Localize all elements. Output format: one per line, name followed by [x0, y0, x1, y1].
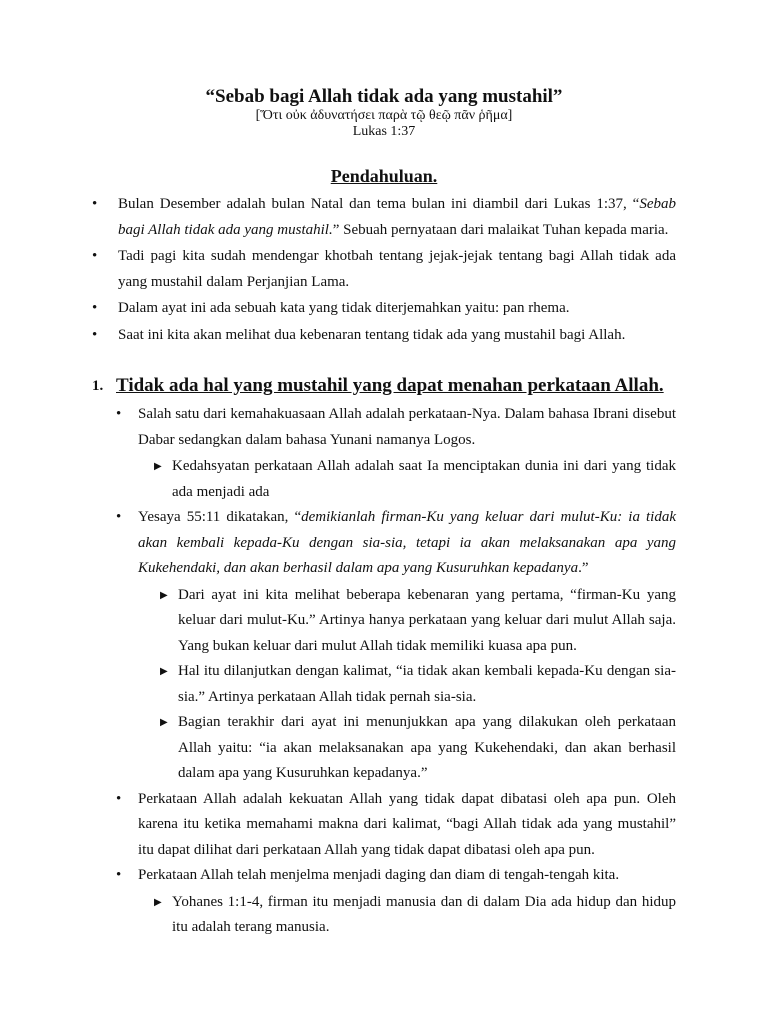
intro-item-2: • Tadi pagi kita sudah mendengar khotbah tentang jejak-jejak tentang bagi Allah tidak ada yang mustahil dalam Perjanjian Lama.: [92, 244, 676, 295]
intro-heading: Pendahuluan.: [330, 166, 438, 186]
section-1-item-2-sublist: [156, 583, 676, 787]
intro-item-1-pre: Bulan Desember adalah bulan Natal dan tema bulan ini diambil dari Lukas 1:37, “: [118, 196, 640, 212]
section-1-item-2-sub-3: ▶ Bagian terakhir dari ayat ini menunjukkan apa yang dilakukan oleh perkataan Allah yaitu: “ia akan melaksanakan apa yang Kukehendaki, dan akan berhasil dalam apa yang Kusuruhkan kepadanya.”: [156, 710, 676, 787]
section-1-item-1-sub-1: ▶ Kedahsyatan perkataan Allah adalah saat Ia menciptakan dunia ini dari yang tidak ada menjadi ada: [150, 454, 676, 505]
section-1-item-2-pre: Yesaya 55:11 dikatakan, “: [138, 509, 302, 525]
intro-item-3: • Dalam ayat ini ada sebuah kata yang tidak diterjemahkan yaitu: pan rhema.: [92, 296, 676, 322]
greek-text: [Ὅτι οὐκ ἀδυνατήσει παρὰ τῷ θεῷ πᾶν ῥῆμα]: [255, 108, 513, 123]
section-1-item-2-sub-1: ▶ Dari ayat ini kita melihat beberapa kebenaran yang pertama, “firman-Ku yang keluar dari mulut-Ku.” Artinya hanya perkataan yang keluar dari mulut Allah saja. Yang bukan keluar dari mulut Allah tidak memiliki kuasa apa pun.: [156, 583, 676, 660]
section-1-item-4-text: Perkataan Allah telah menjelma menjadi daging dan diam di tengah-tengah kita.: [138, 867, 620, 883]
section-1-title: Tidak ada hal yang mustahil yang dapat menahan perkataan Allah.: [116, 375, 664, 396]
section-1-item-4: [116, 863, 676, 941]
section-1-item-2-post: .”: [578, 560, 589, 576]
section-1-item-2-quote: demikianlah firman-Ku yang keluar dari mulut-Ku: ia tidak akan kembali kepada-Ku dengan sia-sia, tetapi ia akan melaksanakan apa yang Kukehendaki, dan akan berhasil dalam apa yang Kusuruhkan kepadanya: [138, 509, 676, 576]
section-1-heading: [92, 372, 676, 400]
intro-item-1-quote: Sebab bagi Allah tidak ada yang mustahil.: [118, 196, 676, 238]
section-1-item-1-sublist: [150, 454, 676, 505]
intro-list: [92, 192, 676, 348]
intro-item-4: • Saat ini kita akan melihat dua kebenaran tentang tidak ada yang mustahil bagi Allah.: [92, 323, 676, 349]
section-1-item-2: [116, 505, 676, 787]
intro-item-1-post: ” Sebuah pernyataan dari malaikat Tuhan kepada maria.: [332, 221, 669, 238]
intro-item-1: [92, 192, 676, 243]
section-1-list: [116, 402, 676, 941]
section-1-item-2-sub-2: ▶ Hal itu dilanjutkan dengan kalimat, “ia tidak akan kembali kepada-Ku dengan sia-sia.” Artinya perkataan Allah tidak pernah sia-sia.: [156, 659, 676, 710]
section-1-item-4-sub-1: ▶ Yohanes 1:1-4, firman itu menjadi manusia dan di dalam Dia ada hidup dan hidup itu adalah terang manusia.: [150, 890, 676, 941]
section-1-item-1-text: Salah satu dari kemahakuasaan Allah adalah perkataan-Nya. Dalam bahasa Ibrani disebut Dabar sedangkan dalam bahasa Yunani namanya Logos.: [138, 406, 676, 448]
section-1-number: 1.: [92, 378, 104, 394]
document-body: [92, 192, 676, 941]
section-1-item-1: [116, 402, 676, 505]
section-1-item-3: • Perkataan Allah adalah kekuatan Allah yang tidak dapat dibatasi oleh apa pun. Oleh karena itu ketika memahami makna dari kalimat, “bagi Allah tidak ada yang mustahil” itu dapat dilihat dari perkataan Allah yang tidak dapat dibatasi oleh apa pun.: [116, 787, 676, 864]
document-title: “Sebab bagi Allah tidak ada yang mustahil”: [205, 86, 563, 107]
bible-reference: Lukas 1:37: [352, 124, 416, 139]
section-1-item-4-sublist: [150, 890, 676, 941]
